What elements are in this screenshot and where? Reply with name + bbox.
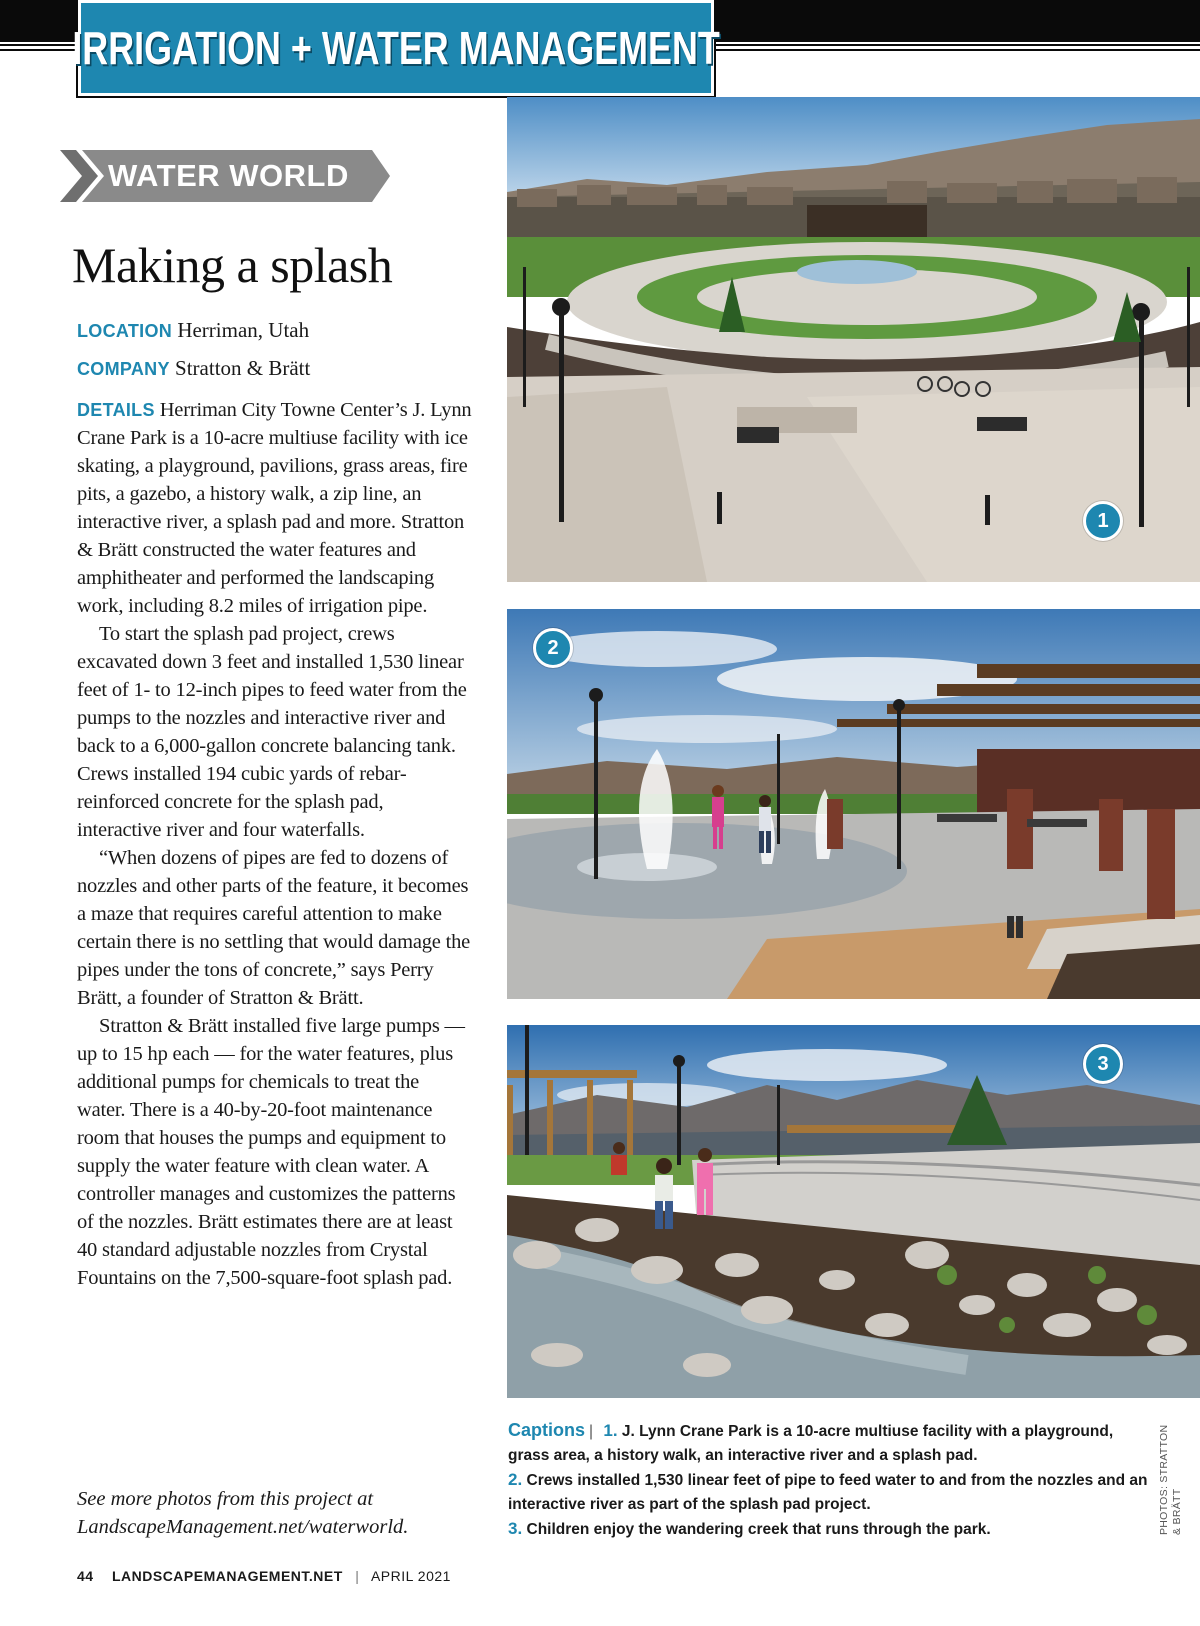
location-value: Herriman, Utah bbox=[177, 318, 310, 342]
footer-issue-date: APRIL 2021 bbox=[370, 1568, 451, 1584]
footer-site[interactable]: LANDSCAPEMANAGEMENT.NET bbox=[111, 1568, 343, 1584]
captions-block bbox=[508, 1418, 1148, 1542]
photo-number-badge: 3 bbox=[1083, 1044, 1123, 1084]
header-rule bbox=[712, 44, 1200, 46]
more-photos-line: See more photos from this project at bbox=[77, 1488, 374, 1510]
caption-1 bbox=[508, 1418, 1148, 1468]
headline: Making a splash bbox=[72, 237, 393, 293]
footer-divider: | bbox=[355, 1568, 360, 1584]
caption-2 bbox=[508, 1468, 1148, 1517]
kicker-label: WATER WORLD bbox=[108, 158, 349, 193]
captions-title: Captions bbox=[508, 1420, 586, 1440]
caption-number: 3. bbox=[508, 1519, 523, 1538]
header-rule bbox=[0, 44, 80, 46]
page-number: 44 bbox=[77, 1568, 94, 1584]
body-paragraph bbox=[77, 396, 472, 620]
caption-3 bbox=[508, 1517, 1148, 1542]
company-line bbox=[77, 354, 310, 383]
caption-number: 1. bbox=[603, 1421, 618, 1440]
company-label: COMPANY bbox=[77, 359, 170, 379]
caption-text: J. Lynn Crane Park is a 10-acre multiuse facility with a playground, grass area, a history walk, an interactive river and a splash pad. bbox=[508, 1423, 1114, 1464]
body-paragraph: Stratton & Brätt installed five large pumps — up to 15 hp each — for the water features, plus additional pumps for chemicals to treat the water. There is a 40-by-20-foot maintenance room that houses the pumps and equipment to supply the water feature with clean water. A controller manages and customizes the patterns of the nozzles. Brätt estimates there are at least 40 standard adjustable nozzles from Crystal Fountains on the 7,500-square-foot splash pad. bbox=[77, 1015, 465, 1289]
body-paragraph: “When dozens of pipes are fed to dozens of nozzles and other parts of the feature, it becomes a maze that requires careful attention to make certain there is no settling that would damage the pipes under the tons of concrete,” says Perry Brätt, a founder of Stratton & Brätt. bbox=[77, 847, 471, 1009]
header-rule bbox=[712, 49, 1200, 51]
company-value: Stratton & Brätt bbox=[175, 356, 311, 380]
paragraph-text: Herriman City Towne Center’s J. Lynn Crane Park is a 10-acre multiuse facility with ice skating, a playground, pavilions, grass areas, fire pits, a gazebo, a history walk, a zip line, an interactive river, a splash pad and more. Stratton & Brätt constructed the water features and amphitheater and performed the landscaping work, including 8.2 miles of irrigation pipe. bbox=[77, 399, 472, 617]
page-footer bbox=[77, 1568, 451, 1584]
caption-text: Children enjoy the wandering creek that runs through the park. bbox=[526, 1521, 991, 1538]
photo-credit-line: PHOTOS: STRATTON bbox=[1158, 1424, 1170, 1535]
photo-splash-pad bbox=[507, 609, 1200, 999]
captions-divider: | bbox=[589, 1423, 594, 1440]
photo-number-badge: 2 bbox=[533, 628, 573, 668]
body-paragraph: To start the splash pad project, crews excavated down 3 feet and installed 1,530 linear feet of 1- to 12-inch pipes to feed water from the pumps to the nozzles and interactive river and back to a 6,000-gallon concrete balancing tank. Crews installed 194 cubic yards of rebar-reinforced concrete for the splash pad, interactive river and four waterfalls. bbox=[77, 623, 467, 841]
section-banner bbox=[72, 0, 720, 96]
photo-credit-line: & BRÄTT bbox=[1171, 1488, 1183, 1535]
photo-park-overview bbox=[507, 97, 1200, 582]
article-body bbox=[77, 396, 472, 1292]
header-rule bbox=[0, 49, 80, 51]
splash-pad-image bbox=[507, 609, 1200, 999]
kicker-banner bbox=[60, 150, 390, 202]
photo-credit bbox=[1158, 1415, 1184, 1535]
photo-wandering-creek bbox=[507, 1025, 1200, 1398]
location-label: LOCATION bbox=[77, 321, 173, 341]
section-title: IRRIGATION + WATER MANAGEMENT bbox=[72, 22, 720, 74]
caption-text: Crews installed 1,530 linear feet of pipe to feed water to and from the nozzles and an interactive river as part of the splash pad project. bbox=[508, 1472, 1148, 1513]
more-photos-link[interactable]: LandscapeManagement.net/waterworld. bbox=[77, 1516, 409, 1538]
location-line bbox=[77, 316, 309, 345]
caption-number: 2. bbox=[508, 1470, 523, 1489]
more-photos-note bbox=[77, 1485, 477, 1541]
details-label: DETAILS bbox=[77, 400, 155, 420]
photo-number-badge: 1 bbox=[1083, 501, 1123, 541]
